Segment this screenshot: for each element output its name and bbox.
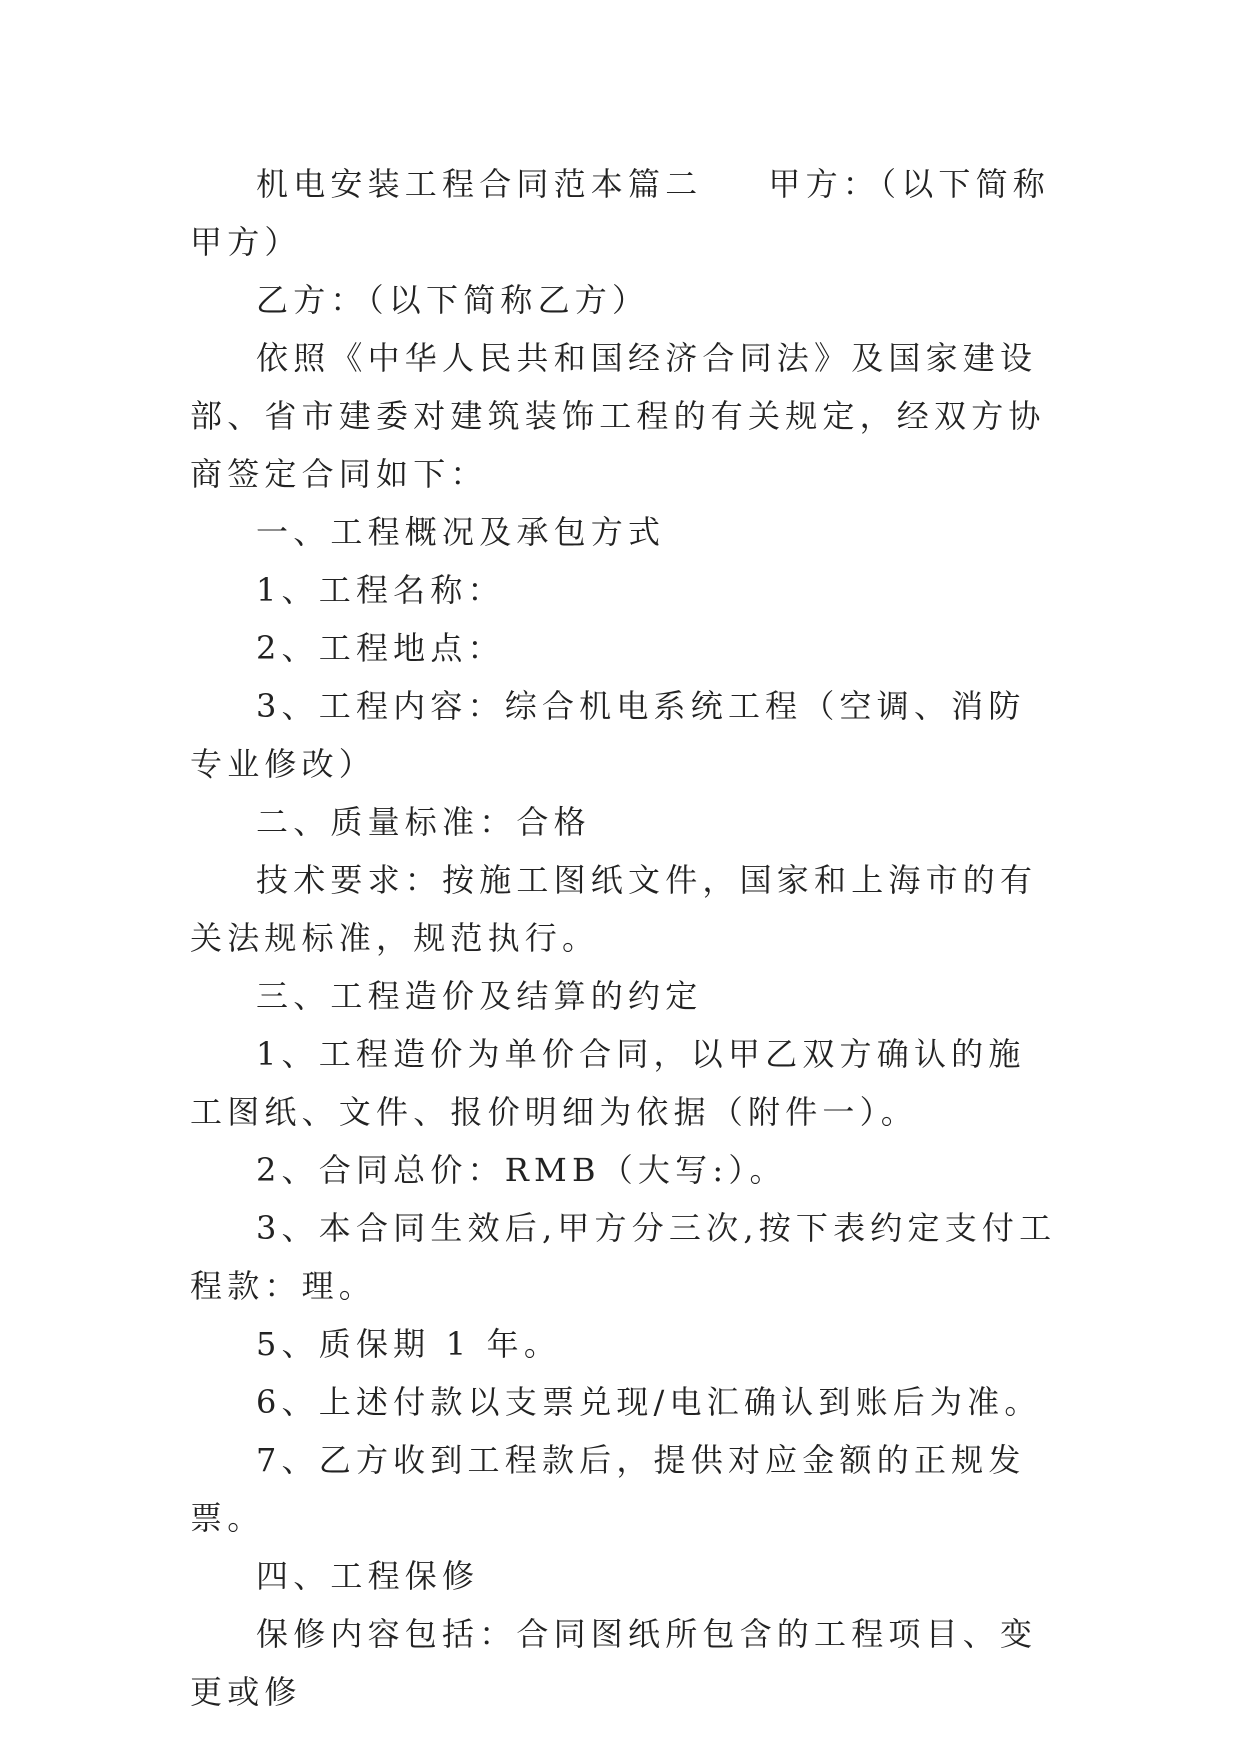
section-3-heading: 三、工程造价及结算的约定	[256, 977, 703, 1015]
payment-confirmation-item: 6、上述付款以支票兑现/电汇确认到账后为准。	[256, 1383, 1042, 1421]
payment-schedule-item: 3、本合同生效后,甲方分三次,按下表约定支付工程款：理。	[190, 1209, 1057, 1305]
warranty-scope-paragraph: 保修内容包括：合同图纸所包含的工程项目、变更或修	[190, 1615, 1038, 1711]
section-1-heading: 一、工程概况及承包方式	[256, 513, 666, 551]
project-location-item: 2、工程地点：	[256, 629, 505, 667]
party-b-label: 乙方：（以下简称乙方）	[256, 281, 650, 319]
party-a-label: 甲方：（以下简称甲方）	[190, 165, 1051, 261]
section-4-heading: 四、工程保修	[256, 1557, 480, 1595]
cost-basis-item: 1、工程造价为单价合同，以甲乙双方确认的施工图纸、文件、报价明细为依据（附件一）。	[190, 1035, 1026, 1131]
contract-body	[190, 155, 1060, 1721]
warranty-period-item: 5、质保期 1 年。	[256, 1325, 562, 1363]
document-title: 机电安装工程合同范本篇二	[256, 165, 703, 203]
invoice-item: 7、乙方收到工程款后，提供对应金额的正规发票。	[190, 1441, 1026, 1537]
intro-paragraph: 依照《中华人民共和国经济合同法》及国家建设部、省市建委对建筑装饰工程的有关规定，经双方协商签定合同如下：	[190, 339, 1046, 493]
tech-requirements-paragraph: 技术要求：按施工图纸文件，国家和上海市的有关法规标准，规范执行。	[190, 861, 1038, 957]
title-line	[190, 155, 1060, 271]
project-name-item: 1、工程名称：	[256, 571, 505, 609]
section-2-heading: 二、质量标准：合格	[256, 803, 591, 841]
total-price-item: 2、合同总价：RMB（大写:）。	[256, 1151, 787, 1189]
project-content-item: 3、工程内容：综合机电系统工程（空调、消防专业修改）	[190, 687, 1026, 783]
